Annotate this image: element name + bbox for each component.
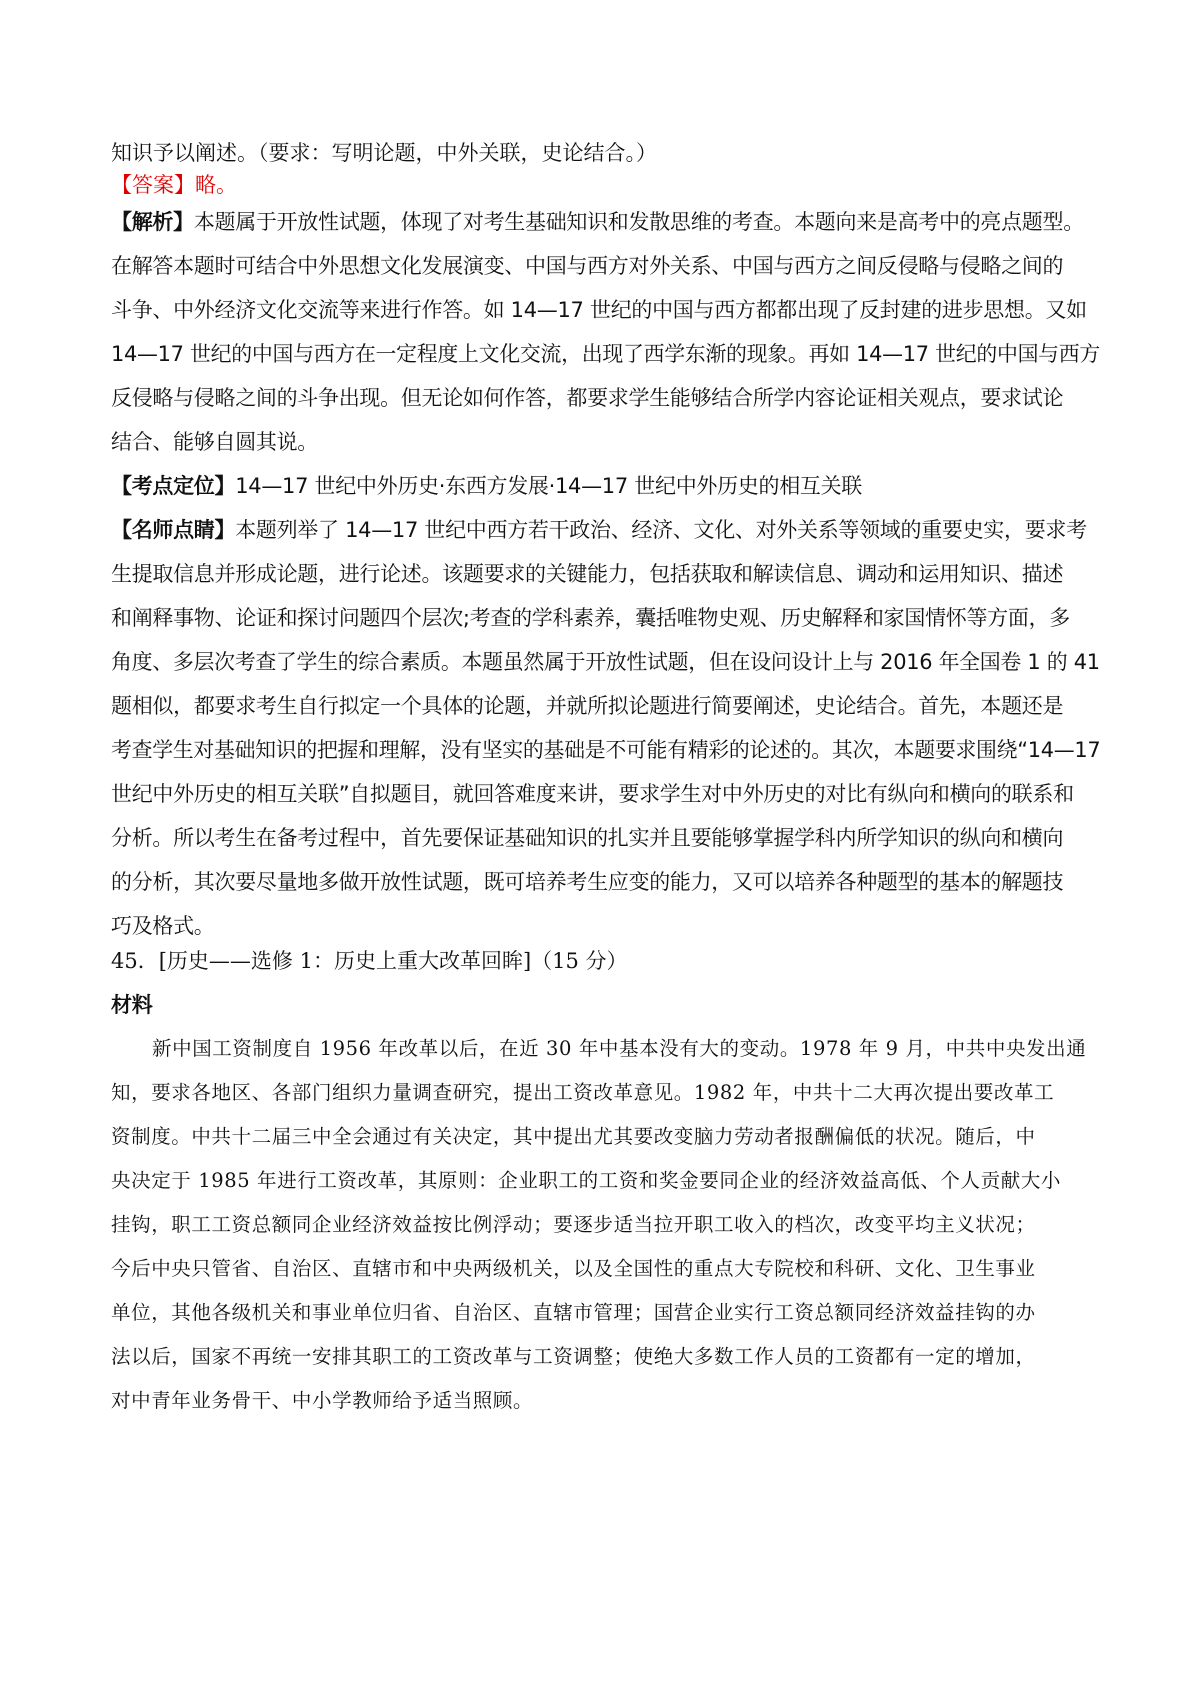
teacher-comment-line-10: 巧及格式。 [111, 914, 215, 938]
exam-point-text: 14—17 世纪中外历史·东西方发展·14—17 世纪中外历史的相互关联 [235, 474, 862, 498]
material-line-8: 法以后，国家不再统一安排其职工的工资改革与工资调整；使绝大多数工作人员的工资都有一定的增加， [111, 1345, 1036, 1368]
analysis-text-1: 本题属于开放性试题，体现了对考生基础知识和发散思维的考查。本题向来是高考中的亮点题型。 [193, 210, 1084, 234]
material-line-2: 知，要求各地区、各部门组织力量调查研究，提出工资改革意见。1982 年，中共十二大再次提出要改革工 [111, 1081, 1055, 1104]
material-line-6: 今后中央只管省、自治区、直辖市和中央两级机关，以及全国性的重点大专院校和科研、文化、卫生事业 [111, 1257, 1036, 1280]
answer-label: 【答案】 [111, 173, 195, 197]
intro-line: 知识予以阐述。（要求：写明论题，中外关联，史论结合。） [111, 141, 657, 165]
material-line-1: 新中国工资制度自 1956 年改革以后，在近 30 年中基本没有大的变动。1978 年 9 月，中共中央发出通 [152, 1037, 1087, 1060]
teacher-comment-line-1 [111, 516, 1087, 544]
analysis-line-2: 在解答本题时可结合中外思想文化发展演变、中国与西方对外关系、中国与西方之间反侵略与侵略之间的 [111, 254, 1064, 278]
analysis-line-6: 结合、能够自圆其说。 [111, 430, 318, 454]
teacher-comment-line-6: 考查学生对基础知识的把握和理解，没有坚实的基础是不可能有精彩的论述的。其次，本题要求围绕“14—17 [111, 738, 1101, 762]
teacher-comment-label: 【名师点睛】 [111, 518, 236, 542]
teacher-comment-line-7: 世纪中外历史的相互关联”自拟题目，就回答难度来讲，要求学生对中外历史的对比有纵向和横向的联系和 [111, 782, 1074, 806]
teacher-comment-line-9: 的分析，其次要尽量地多做开放性试题，既可培养考生应变的能力，又可以培养各种题型的基本的解题技 [111, 870, 1064, 894]
analysis-label: 【解析】 [111, 210, 194, 234]
teacher-comment-line-8: 分析。所以考生在备考过程中，首先要保证基础知识的扎实并且要能够掌握学科内所学知识的纵向和横向 [111, 826, 1064, 850]
teacher-comment-text-1: 本题列举了 14—17 世纪中西方若干政治、经济、文化、对外关系等领域的重要史实，要求考 [235, 518, 1087, 542]
analysis-line-4: 14—17 世纪的中国与西方在一定程度上文化交流，出现了西学东渐的现象。再如 14—17 世纪的中国与西方 [111, 342, 1101, 366]
exam-point-label: 【考点定位】 [111, 474, 236, 498]
teacher-comment-line-3: 和阐释事物、论证和探讨问题四个层次;考查的学科素养，囊括唯物史观、历史解释和家国情怀等方面，多 [111, 606, 1070, 630]
material-line-7: 单位，其他各级机关和事业单位归省、自治区、直辖市管理；国营企业实行工资总额同经济效益挂钩的办 [111, 1301, 1036, 1324]
material-line-3: 资制度。中共十二届三中全会通过有关决定，其中提出尤其要改变脑力劳动者报酬偏低的状况。随后，中 [111, 1125, 1036, 1148]
analysis-line-1 [111, 208, 1084, 236]
teacher-comment-line-5: 题相似，都要求考生自行拟定一个具体的论题，并就所拟论题进行简要阐述，史论结合。首先，本题还是 [111, 694, 1064, 718]
material-line-5: 挂钩，职工工资总额同企业经济效益按比例浮动；要逐步适当拉开职工收入的档次，改变平均主义状况； [111, 1213, 1036, 1236]
teacher-comment-line-4: 角度、多层次考查了学生的综合素质。本题虽然属于开放性试题，但在设问设计上与 2016 年全国卷 1 的 41 [111, 650, 1100, 674]
exam-point-line [111, 472, 862, 500]
material-label: 材料 [111, 993, 153, 1017]
answer-line [111, 171, 237, 199]
material-line-4: 央决定于 1985 年进行工资改革，其原则：企业职工的工资和奖金要同企业的经济效益高低、个人贡献大小 [111, 1169, 1062, 1192]
question-45-title: 45．[历史——选修 1：历史上重大改革回眸]（15 分） [111, 949, 628, 973]
teacher-comment-line-2: 生提取信息并形成论题，进行论述。该题要求的关键能力，包括获取和解读信息、调动和运用知识、描述 [111, 562, 1064, 586]
analysis-line-5: 反侵略与侵略之间的斗争出现。但无论如何作答，都要求学生能够结合所学内容论证相关观点，要求试论 [111, 386, 1064, 410]
answer-text: 略。 [195, 173, 237, 197]
material-line-9: 对中青年业务骨干、中小学教师给予适当照顾。 [111, 1389, 534, 1412]
analysis-line-3: 斗争、中外经济文化交流等来进行作答。如 14—17 世纪的中国与西方都都出现了反封建的进步思想。又如 [111, 298, 1087, 322]
